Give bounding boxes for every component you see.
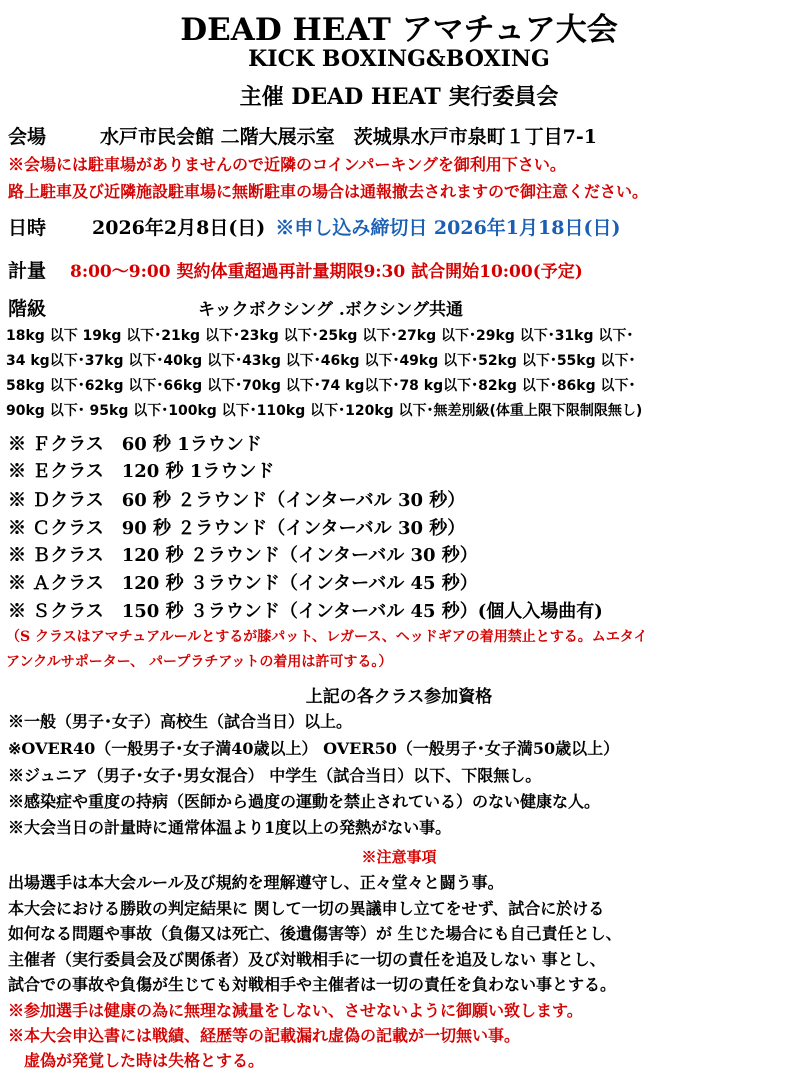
venue-value: 水戸市民会館 二階大展示室 茨城県水戸市泉町１丁目7-1 [100, 126, 597, 148]
eligibility-item: ※ジュニア（男子･女子･男女混合） 中学生（試合当日）以下、下限無し。 [8, 766, 542, 785]
classes-row [8, 294, 463, 321]
caution-red-line: ※本大会申込書には戦績、経歴等の記載漏れ虚偽の記載が一切無い事。 [8, 1026, 521, 1045]
eligibility-heading: 上記の各クラス参加資格 [305, 687, 493, 707]
rule-s-class: ※ Ｓクラス 150 秒 ３ラウンド（インターバル 45 秒）(個人入場曲有) [8, 601, 603, 622]
caution-line: 試合での事故や負傷が生じても対戦相手や主催者は一切の責任を負わない事とする。 [8, 975, 617, 994]
caution-line: 主催者（実行委員会及び関係者）及び対戦相手に一切の責任を追及しない 事とし、 [8, 950, 606, 969]
weight-row-4: 90kg 以下･ 95kg 以下･100kg 以下･110kg 以下･120kg 以下･無差別級(体重上限下限制限無し) [6, 403, 643, 419]
caution-heading: ※注意事項 [361, 848, 437, 866]
weight-row-1: 18kg 以下 19kg 以下･21kg 以下･23kg 以下･25kg 以下･27kg 以下･29kg 以下･31kg 以下･ [6, 328, 634, 344]
venue-note-warning: 路上駐車及び近隣施設駐車場に無断駐車の場合は通報撤去されますので御注意ください。 [8, 182, 649, 201]
date-label: 日時 [8, 217, 47, 239]
venue-row [8, 122, 597, 149]
date-value: 2026年2月8日(日) [92, 217, 266, 239]
weighin-value: 8:00～9:00 契約体重超過再計量期限9:30 試合開始10:00(予定) [70, 262, 583, 282]
classes-heading: キックボクシング .ボクシング共通 [198, 300, 463, 320]
weight-row-3: 58kg 以下･62kg 以下･66kg 以下･70kg 以下･74 kg以下･78 kg以下･82kg 以下･86kg 以下･ [6, 378, 636, 394]
weight-row-2: 34 kg以下･37kg 以下･40kg 以下･43kg 以下･46kg 以下･49kg 以下･52kg 以下･55kg 以下･ [6, 353, 636, 369]
deadline: ※申し込み締切日 2026年1月18日(日) [275, 217, 621, 239]
caution-red-line: ※参加選手は健康の為に無理な減量をしない、させないように御願い致します。 [8, 1001, 583, 1020]
eligibility-item: ※大会当日の計量時に通常体温より1度以上の発熱がない事。 [8, 818, 452, 837]
rule-e-class: ※ Ｅクラス 120 秒 1ラウンド [8, 461, 275, 482]
eligibility-item: ※OVER40（一般男子･女子満40歳以上） OVER50（一般男子･女子満50歳以上） [8, 739, 620, 758]
rule-b-class: ※ Ｂクラス 120 秒 ２ラウンド（インターバル 30 秒） [8, 545, 478, 566]
page-title: DEAD HEAT アマチュア大会 [180, 12, 618, 48]
caution-line: 如何なる問題や事故（負傷又は死亡、後遺傷害等）が 生じた場合にも自己責任とし、 [8, 924, 622, 943]
venue-note-parking: ※会場には駐車場がありませんので近隣のコインパーキングを御利用下さい。 [8, 155, 566, 174]
s-class-note-1: （S クラスはアマチュアルールとするが膝パット、レガース、ヘッドギアの着用禁止とする。ムエタイ [6, 629, 648, 645]
caution-red-line: 虚偽が発覚した時は失格とする。 [8, 1051, 265, 1070]
rule-f-class: ※ Ｆクラス 60 秒 1ラウンド [8, 434, 262, 455]
rule-c-class: ※ Ｃクラス 90 秒 ２ラウンド（インターバル 30 秒） [8, 518, 466, 539]
eligibility-item: ※一般（男子･女子）高校生（試合当日）以上。 [8, 712, 353, 731]
classes-label: 階級 [8, 298, 47, 320]
subtitle: KICK BOXING&BOXING [248, 46, 550, 72]
weighin-label: 計量 [8, 260, 47, 282]
caution-line: 出場選手は本大会ルール及び規約を理解遵守し、正々堂々と闘う事。 [8, 873, 504, 892]
organizer: 主催 DEAD HEAT 実行委員会 [239, 84, 559, 110]
rule-d-class: ※ Ｄクラス 60 秒 ２ラウンド（インターバル 30 秒） [8, 490, 466, 511]
weighin-row [8, 256, 583, 283]
eligibility-item: ※感染症や重度の持病（医師から過度の運動を禁止されている）のない健康な人。 [8, 792, 601, 811]
venue-label: 会場 [8, 126, 47, 148]
date-row [8, 213, 620, 240]
rule-a-class: ※ Ａクラス 120 秒 ３ラウンド（インターバル 45 秒） [8, 573, 478, 594]
caution-line: 本大会における勝敗の判定結果に 関して一切の異議申し立てをせず、試合に於ける [8, 899, 605, 918]
s-class-note-2: アンクルサポーター、 パープラチアットの着用は許可する。） [6, 654, 393, 670]
